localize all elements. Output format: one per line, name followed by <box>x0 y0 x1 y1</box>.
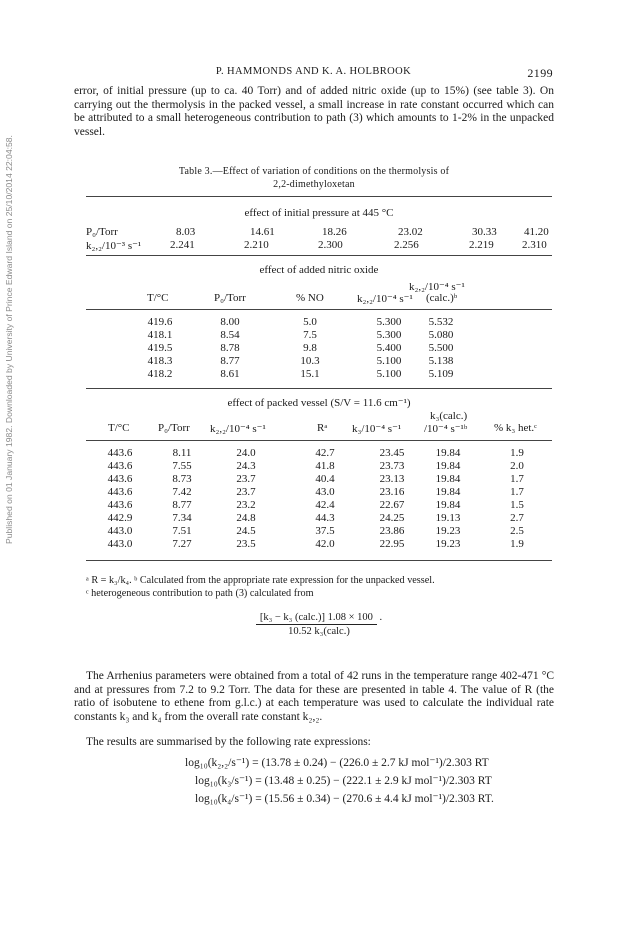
header-percent-no: % NO <box>296 292 324 304</box>
rate-value: 2.241 <box>170 239 195 251</box>
footnote-line: ᶜ heterogeneous contribution to path (3) calculated from <box>86 588 314 599</box>
table-rule <box>86 560 552 561</box>
header-k3-calc-units: /10⁻⁴ s⁻¹ᵇ <box>424 423 468 435</box>
header-k3-calc: k₃(calc.) <box>430 410 468 422</box>
column-k22-calc: 5.532 5.080 5.500 5.138 5.109 <box>428 316 454 380</box>
row-label-pressure: P₀/Torr <box>86 226 118 238</box>
rate-value: 2.256 <box>394 239 419 251</box>
column-temperature: 443.6 443.6 443.6 443.6 443.6 442.9 443.0 443.0 <box>107 447 133 550</box>
table-rule <box>86 388 552 389</box>
header-het: % k₃ het.ᶜ <box>494 422 538 434</box>
heterogeneous-formula <box>86 612 552 637</box>
row-label-rate: k₂,₂/10⁻³ s⁻¹ <box>86 240 142 252</box>
rate-value: 2.300 <box>318 239 343 251</box>
header-k22: k₂,₂/10⁻⁴ s⁻¹ <box>357 293 413 305</box>
column-k3: 23.45 23.73 23.13 23.16 22.67 24.25 23.86 22.95 <box>379 447 405 550</box>
column-k3-calc: 19.84 19.84 19.84 19.84 19.84 19.13 19.23 19.23 <box>435 447 461 550</box>
formula-numerator: [k₃ − k₃ (calc.)] 1.08 × 100 <box>256 612 377 625</box>
formula-period: . <box>379 612 383 623</box>
paragraph-summary: The results are summarised by the following rate expressions: <box>86 736 371 748</box>
section-packed-vessel-title: effect of packed vessel (S/V = 11.6 cm⁻¹) <box>227 397 411 409</box>
running-title: P. HAMMONDS AND K. A. HOLBROOK <box>215 66 412 77</box>
column-temperature: 419.6 418.1 419.5 418.3 418.2 <box>147 316 173 380</box>
running-header <box>74 66 553 80</box>
footnote-line: ᵃ R = k₃/k₄. ᵇ Calculated from the appropriate rate expression for the unpacked vessel. <box>86 575 435 586</box>
header-temperature: T/°C <box>147 292 169 304</box>
table-rule <box>86 196 552 197</box>
table-footnotes <box>86 574 556 600</box>
formula-denominator: 10.52 k₃(calc.) <box>288 626 350 637</box>
pressure-value: 14.61 <box>250 226 275 238</box>
header-k3: k₃/10⁻⁴ s⁻¹ <box>352 423 402 435</box>
column-k22: 5.300 5.300 5.400 5.100 5.100 <box>376 316 402 380</box>
column-het: 1.9 2.0 1.7 1.7 1.5 2.7 2.5 1.9 <box>510 447 524 550</box>
rate-equation: log₁₀(k₂,₂/s⁻¹) = (13.78 ± 0.24) − (226.0 ± 2.7 kJ mol⁻¹)/2.303 RT <box>185 757 489 769</box>
header-k22-calc: k₂,₂/10⁻⁴ s⁻¹ <box>409 281 465 293</box>
pressure-value: 8.03 <box>176 226 196 238</box>
header-pressure: P₀/Torr <box>158 422 190 434</box>
table-rule <box>86 255 552 256</box>
header-pressure: P₀/Torr <box>214 292 246 304</box>
header-k22: k₂,₂/10⁻⁴ s⁻¹ <box>210 423 266 435</box>
paragraph-arrhenius: The Arrhenius parameters were obtained from a total of 42 runs in the temperature range 402-471 °C and at pressures from 7.2 to 9.2 Torr. The data for these are presented in table 4. The value of R (the ratio of isobutene to ethene from g.l.c.) at each temperature was used to calculate the individual rate constants k₃ and k₄ from the overall rate constant k₂,₂. <box>74 670 554 723</box>
table-caption-line2: 2,2-dimethyloxetan <box>273 179 355 190</box>
pressure-value: 30.33 <box>472 226 497 238</box>
column-percent-no: 5.0 7.5 9.8 10.3 15.1 <box>300 316 320 380</box>
column-ratio: 42.7 41.8 40.4 43.0 42.4 44.3 37.5 42.0 <box>315 447 335 550</box>
section-initial-pressure-title: effect of initial pressure at 445 °C <box>244 207 394 219</box>
table-rule <box>86 440 552 441</box>
download-watermark: Published on 01 January 1982. Downloaded by University of Prince Edward Island on 25/10/2014 22:04:58. <box>4 135 14 545</box>
pressure-value: 41.20 <box>524 226 549 238</box>
header-ratio: Rᵃ <box>317 422 328 434</box>
column-pressure: 8.00 8.54 8.78 8.77 8.61 <box>220 316 240 380</box>
rate-equation: log₁₀(k₃/s⁻¹) = (13.48 ± 0.25) − (222.1 ± 2.9 kJ mol⁻¹)/2.303 RT <box>195 775 492 787</box>
header-temperature: T/°C <box>108 422 130 434</box>
page-number: 2199 <box>527 66 553 80</box>
table-caption <box>74 165 554 191</box>
table-caption-line1: Table 3.—Effect of variation of conditions on the thermolysis of <box>178 166 450 177</box>
rate-value: 2.210 <box>244 239 269 251</box>
rate-value: 2.219 <box>469 239 494 251</box>
column-k22: 24.0 24.3 23.7 23.7 23.2 24.8 24.5 23.5 <box>236 447 256 550</box>
header-calc: (calc.)ᵇ <box>426 292 458 304</box>
column-pressure: 8.11 7.55 8.73 7.42 8.77 7.34 7.51 7.27 <box>172 447 192 550</box>
pressure-value: 18.26 <box>322 226 347 238</box>
section-nitric-oxide-title: effect of added nitric oxide <box>259 264 379 276</box>
pressure-value: 23.02 <box>398 226 423 238</box>
rate-equation: log₁₀(k₄/s⁻¹) = (15.56 ± 0.34) − (270.6 ± 4.4 kJ mol⁻¹)/2.303 RT. <box>195 793 494 805</box>
table-rule <box>86 309 552 310</box>
rate-value: 2.310 <box>522 239 547 251</box>
paragraph-intro: error, of initial pressure (up to ca. 40 Torr) and of added nitric oxide (up to 15%) (see table 3). On carrying out the thermolysis in the packed vessel, a small increase in rate constant occurred which can be attributed to a small heterogeneous contribution to path (3) which amounts to 1-2% in the unpacked vessel. <box>74 85 554 138</box>
